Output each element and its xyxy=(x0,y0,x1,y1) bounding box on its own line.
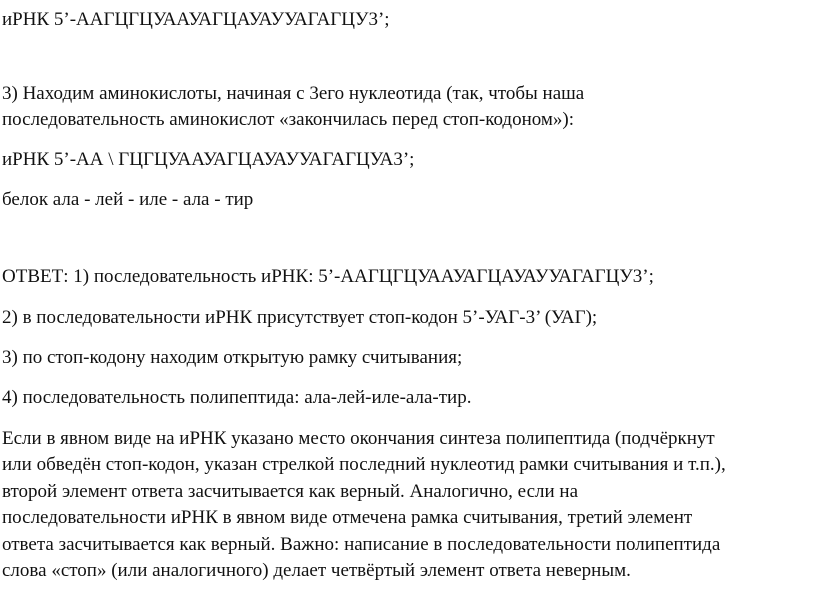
note-line-3: второй элемент ответа засчитывается как верный. Аналогично, если на xyxy=(2,481,579,502)
answer-line-3: 3) по стоп-кодону находим открытую рамку считывания; xyxy=(2,347,463,368)
mrna-frame-line: иРНК 5’-АА \ ГЦГЦУААУАГЦАУАУУАГАГЦУА3’; xyxy=(2,149,415,170)
note-line-2: или обведён стоп-кодон, указан стрелкой последний нуклеотид рамки считывания и т.п.), xyxy=(2,454,726,475)
answer-line-2: 2) в последовательности иРНК присутствует стоп-кодон 5’-УАГ-3’ (УАГ); xyxy=(2,307,598,328)
note-line-1: Если в явном виде на иРНК указано место окончания синтеза полипептида (подчёркнут xyxy=(2,428,715,449)
note-line-5: ответа засчитывается как верный. Важно: написание в последовательности полипептида xyxy=(2,534,721,555)
note-line-4: последовательности иРНК в явном виде отмечена рамка считывания, третий элемент xyxy=(2,507,693,528)
note-line-6: слова «стоп» (или аналогичного) делает четвёртый элемент ответа неверным. xyxy=(2,560,631,581)
protein-line: белок ала - лей - иле - ала - тир xyxy=(2,189,254,210)
answer-line-1: ОТВЕТ: 1) последовательность иРНК: 5’-ААГЦГЦУААУАГЦАУАУУАГАГЦУ3’; xyxy=(2,266,654,287)
step-3-line-2: последовательность аминокислот «закончилась перед стоп-кодоном»): xyxy=(2,109,575,130)
step-3-line-1: 3) Находим аминокислоты, начиная с 3его нуклеотида (так, чтобы наша xyxy=(2,83,585,104)
mrna-sequence-line: иРНК 5’-ААГЦГЦУААУАГЦАУАУУАГАГЦУ3’; xyxy=(2,9,390,30)
answer-line-4: 4) последовательность полипептида: ала-лей-иле-ала-тир. xyxy=(2,387,472,408)
